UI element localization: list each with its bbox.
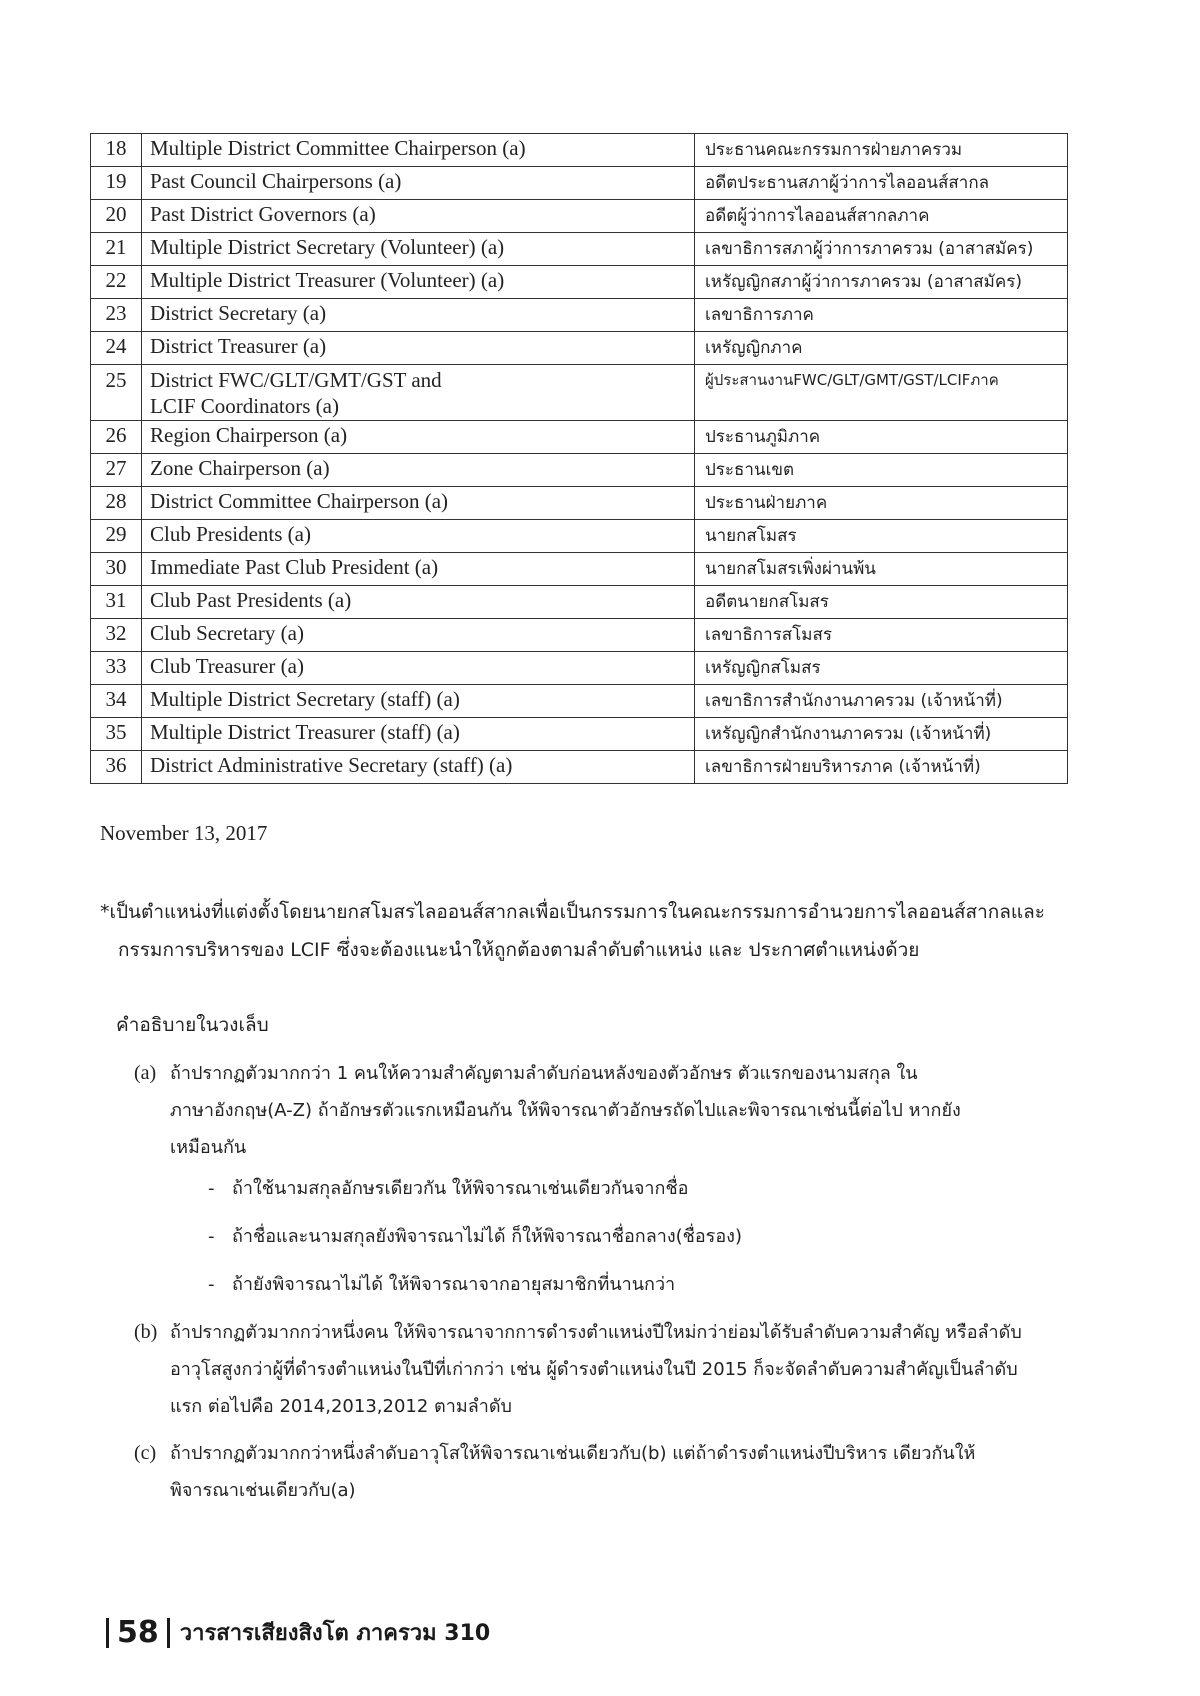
dash-icon: - xyxy=(208,1226,215,1247)
thai-title-cell: เหรัญญิกภาค xyxy=(695,332,1068,365)
table-row xyxy=(91,619,1068,652)
rank-number-cell: 27 xyxy=(91,454,142,487)
thai-title-cell: อดีตประธานสภาผู้ว่าการไลออนส์สากล xyxy=(695,167,1068,200)
english-title-line: Region Chairperson (a) xyxy=(150,423,348,447)
english-title-line: Past Council Chairpersons (a) xyxy=(150,169,402,193)
explanation-list xyxy=(134,1055,1094,1519)
journal-name: วารสารเสียงสิงโต ภาครวม 310 xyxy=(179,1621,491,1646)
table-row xyxy=(91,421,1068,454)
page-number: 58 xyxy=(117,1615,159,1650)
english-title-line: Club Treasurer (a) xyxy=(150,654,304,678)
english-title-cell xyxy=(142,134,695,167)
thai-title-cell: เลขาธิการสำนักงานภาครวม (เจ้าหน้าที่) xyxy=(695,685,1068,718)
item-line: เหมือนกัน xyxy=(170,1137,247,1158)
english-title-cell xyxy=(142,751,695,784)
bullet-text: ถ้าใช้นามสกุลอักษรเดียวกัน ให้พิจารณาเช่นเดียวกันจากชื่อ xyxy=(232,1178,689,1199)
english-title-cell xyxy=(142,233,695,266)
rank-number-cell: 23 xyxy=(91,299,142,332)
item-line: ถ้าปรากฏตัวมากกว่า 1 คนให้ความสำคัญตามลำดับก่อนหลังของตัวอักษร ตัวแรกของนามสกุล ใน xyxy=(170,1063,918,1084)
footnote-line-1: *เป็นตำแหน่งที่แต่งตั้งโดยนายกสโมสรไลออนส์สากลเพื่อเป็นกรรมการในคณะกรรมการอำนวยการไลออนส์สากลและ xyxy=(100,901,1045,923)
english-title-cell xyxy=(142,454,695,487)
explanation-item-a xyxy=(134,1055,1094,1303)
item-marker: (c) xyxy=(134,1442,157,1464)
rank-number-cell: 30 xyxy=(91,553,142,586)
thai-title-cell: ประธานคณะกรรมการฝ่ายภาครวม xyxy=(695,134,1068,167)
thai-title-cell: อดีตนายกสโมสร xyxy=(695,586,1068,619)
thai-title-cell: ผู้ประสานงานFWC/GLT/GMT/GST/LCIFภาค xyxy=(695,365,1068,421)
item-line: อาวุโสสูงกว่าผู้ที่ดำรงตำแหน่งในปีที่เก่ากว่า เช่น ผู้ดำรงตำแหน่งในปี 2015 ก็จะจัดลำดับความสำคัญเป็นลำดับ xyxy=(170,1359,1018,1380)
thai-title-cell: เลขาธิการภาค xyxy=(695,299,1068,332)
dash-icon: - xyxy=(208,1274,215,1295)
rank-number-cell: 25 xyxy=(91,365,142,421)
table-row xyxy=(91,520,1068,553)
dash-icon: - xyxy=(208,1178,215,1199)
english-title-cell xyxy=(142,266,695,299)
table-row xyxy=(91,718,1068,751)
item-marker: (b) xyxy=(134,1321,158,1343)
rank-number-cell: 19 xyxy=(91,167,142,200)
english-title-cell xyxy=(142,421,695,454)
table-row xyxy=(91,332,1068,365)
english-title-line: Multiple District Committee Chairperson (a) xyxy=(150,136,526,160)
english-title-cell xyxy=(142,299,695,332)
table-row xyxy=(91,167,1068,200)
precedence-table xyxy=(90,133,1068,784)
rank-number-cell: 33 xyxy=(91,652,142,685)
thai-title-cell: นายกสโมสร xyxy=(695,520,1068,553)
rank-number-cell: 21 xyxy=(91,233,142,266)
thai-title-cell: เหรัญญิกสภาผู้ว่าการภาครวม (อาสาสมัคร) xyxy=(695,266,1068,299)
explanation-item-c xyxy=(134,1435,1094,1509)
table-row xyxy=(91,685,1068,718)
bullet-item xyxy=(208,1266,1094,1303)
thai-title-cell: ประธานฝ่ายภาค xyxy=(695,487,1068,520)
footer-divider xyxy=(167,1618,170,1648)
footnote-line-2: กรรมการบริหารของ LCIF ซึ่งจะต้องแนะนำให้ถูกต้องตามลำดับตำแหน่ง และ ประกาศตำแหน่งด้วย xyxy=(118,939,920,961)
table-row xyxy=(91,652,1068,685)
thai-title-cell: เลขาธิการสโมสร xyxy=(695,619,1068,652)
rank-number-cell: 22 xyxy=(91,266,142,299)
rank-number-cell: 20 xyxy=(91,200,142,233)
thai-title-cell: ประธานเขต xyxy=(695,454,1068,487)
precedence-table-body xyxy=(91,134,1068,784)
item-line: ถ้าปรากฏตัวมากกว่าหนึ่งคน ให้พิจารณาจากการดำรงตำแหน่งปีใหม่กว่าย่อมได้รับลำดับความสำคัญ หรือลำดับ xyxy=(170,1322,1022,1343)
thai-title-cell: เลขาธิการฝ่ายบริหารภาค (เจ้าหน้าที่) xyxy=(695,751,1068,784)
thai-title-cell: เหรัญญิกสำนักงานภาครวม (เจ้าหน้าที่) xyxy=(695,718,1068,751)
table-row xyxy=(91,365,1068,421)
english-title-line: Immediate Past Club President (a) xyxy=(150,555,439,579)
rank-number-cell: 26 xyxy=(91,421,142,454)
table-row xyxy=(91,487,1068,520)
thai-title-cell: เลขาธิการสภาผู้ว่าการภาครวม (อาสาสมัคร) xyxy=(695,233,1068,266)
english-title-line: District Treasurer (a) xyxy=(150,334,327,358)
footer-divider xyxy=(106,1618,109,1648)
explanation-heading: คำอธิบายในวงเล็บ xyxy=(116,1014,269,1036)
english-title-line: Zone Chairperson (a) xyxy=(150,456,330,480)
table-row xyxy=(91,266,1068,299)
page-footer xyxy=(106,1615,490,1650)
bullet-item xyxy=(208,1170,1094,1207)
thai-title-cell: นายกสโมสรเพิ่งผ่านพ้น xyxy=(695,553,1068,586)
english-title-line: Club Presidents (a) xyxy=(150,522,311,546)
rank-number-cell: 35 xyxy=(91,718,142,751)
item-marker: (a) xyxy=(134,1062,157,1084)
english-title-cell xyxy=(142,553,695,586)
english-title-line: Club Secretary (a) xyxy=(150,621,304,645)
rank-number-cell: 24 xyxy=(91,332,142,365)
thai-title-cell: อดีตผู้ว่าการไลออนส์สากลภาค xyxy=(695,200,1068,233)
rank-number-cell: 31 xyxy=(91,586,142,619)
english-title-line: District Secretary (a) xyxy=(150,301,327,325)
english-title-cell xyxy=(142,652,695,685)
table-row xyxy=(91,454,1068,487)
english-title-line: Club Past Presidents (a) xyxy=(150,588,352,612)
english-title-cell xyxy=(142,365,695,421)
table-row xyxy=(91,751,1068,784)
english-title-line: District FWC/GLT/GMT/GST and xyxy=(150,368,442,392)
thai-title-cell: ประธานภูมิภาค xyxy=(695,421,1068,454)
english-title-line: Multiple District Secretary (Volunteer) (a) xyxy=(150,235,505,259)
english-title-cell xyxy=(142,332,695,365)
table-row xyxy=(91,200,1068,233)
item-a-bullets xyxy=(208,1170,1094,1303)
item-line: ภาษาอังกฤษ(A-Z) ถ้าอักษรตัวแรกเหมือนกัน ให้พิจารณาตัวอักษรถัดไปและพิจารณาเช่นนี้ต่อไป หากยัง xyxy=(170,1100,961,1121)
english-title-cell xyxy=(142,487,695,520)
english-title-line: Multiple District Treasurer (Volunteer) (a) xyxy=(150,268,505,292)
table-row xyxy=(91,553,1068,586)
bullet-text: ถ้าชื่อและนามสกุลยังพิจารณาไม่ได้ ก็ให้พิจารณาชื่อกลาง(ชื่อรอง) xyxy=(232,1226,742,1247)
table-row xyxy=(91,134,1068,167)
document-date: November 13, 2017 xyxy=(100,821,268,845)
english-title-cell xyxy=(142,619,695,652)
bullet-item xyxy=(208,1218,1094,1255)
table-row xyxy=(91,233,1068,266)
english-title-cell xyxy=(142,718,695,751)
rank-number-cell: 28 xyxy=(91,487,142,520)
rank-number-cell: 29 xyxy=(91,520,142,553)
english-title-cell xyxy=(142,586,695,619)
english-title-cell xyxy=(142,167,695,200)
english-title-line: District Committee Chairperson (a) xyxy=(150,489,449,513)
english-title-line: LCIF Coordinators (a) xyxy=(150,394,339,418)
rank-number-cell: 18 xyxy=(91,134,142,167)
english-title-line: District Administrative Secretary (staff) (a) xyxy=(150,753,513,777)
table-row xyxy=(91,299,1068,332)
english-title-cell xyxy=(142,685,695,718)
rank-number-cell: 32 xyxy=(91,619,142,652)
rank-number-cell: 34 xyxy=(91,685,142,718)
rank-number-cell: 36 xyxy=(91,751,142,784)
thai-title-cell: เหรัญญิกสโมสร xyxy=(695,652,1068,685)
footnote xyxy=(100,893,1100,969)
english-title-line: Multiple District Secretary (staff) (a) xyxy=(150,687,460,711)
english-title-cell xyxy=(142,520,695,553)
english-title-cell xyxy=(142,200,695,233)
english-title-line: Multiple District Treasurer (staff) (a) xyxy=(150,720,460,744)
item-line: ถ้าปรากฏตัวมากกว่าหนึ่งลำดับอาวุโสให้พิจารณาเช่นเดียวกับ(b) แต่ถ้าดำรงตำแหน่งปีบริหาร เดียวกันให้ xyxy=(170,1443,976,1464)
item-line: แรก ต่อไปคือ 2014,2013,2012 ตามลำดับ xyxy=(170,1396,512,1417)
bullet-text: ถ้ายังพิจารณาไม่ได้ ให้พิจารณาจากอายุสมาชิกที่นานกว่า xyxy=(232,1274,676,1295)
explanation-item-b xyxy=(134,1314,1094,1425)
table-row xyxy=(91,586,1068,619)
english-title-line: Past District Governors (a) xyxy=(150,202,376,226)
item-line: พิจารณาเช่นเดียวกับ(a) xyxy=(170,1480,356,1501)
